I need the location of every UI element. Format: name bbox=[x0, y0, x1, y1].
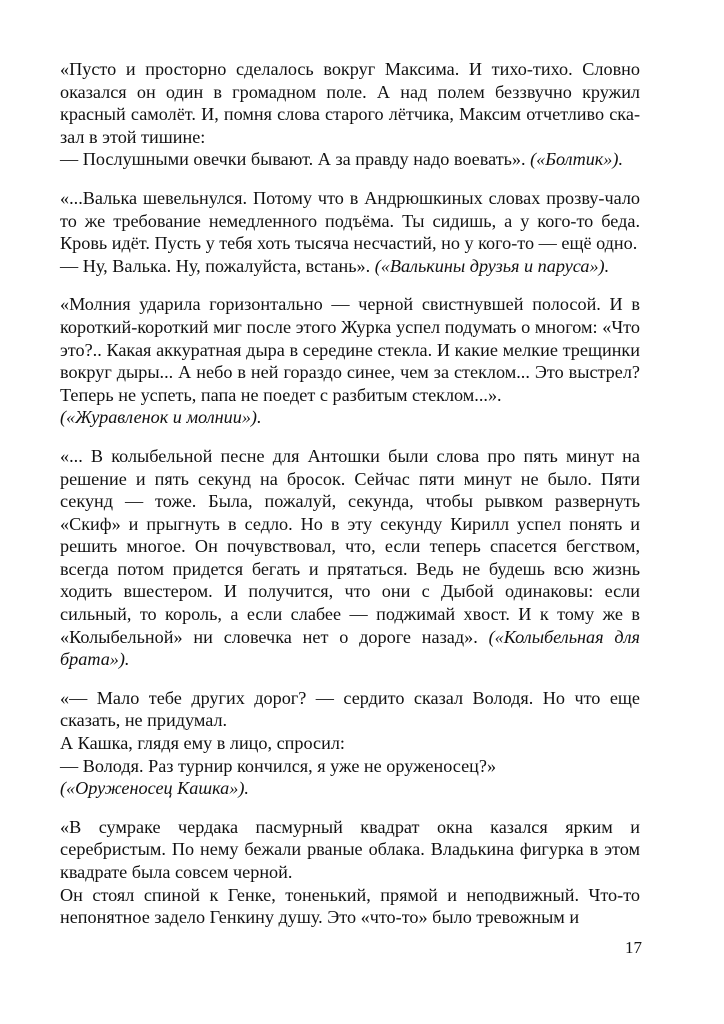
text-line bbox=[60, 255, 640, 278]
page-body bbox=[60, 58, 640, 929]
paragraph-5 bbox=[60, 687, 640, 800]
source-citation: («Болтик»). bbox=[530, 149, 624, 170]
dialogue-line: — Послушными овечки бывают. А за правду надо воевать». bbox=[60, 149, 526, 170]
text-line: «— Мало тебе других дорог? — сердито сказал Володя. Но что еще сказать, не придумал. bbox=[60, 687, 640, 731]
text-line: «В сумраке чердака пасмурный квадрат окна казался ярким и серебристым. По нему бежали рваные облака. Владькина фигурка в этом квадрате была совсем черной. bbox=[60, 816, 640, 882]
text-line: «...Валька шевельнулся. Потому что в Андрюшкиных словах прозву-чало то же требование немедленного подъёма. Ты сидишь, а у кого-то беда. Кровь идёт. Пусть у тебя хоть тысяча несчастий, но у кого-то — ещё одно. bbox=[60, 187, 640, 254]
paragraph-3 bbox=[60, 293, 640, 429]
text-line: «Молния ударила горизонтально — черной свистнувшей полосой. И в короткий-короткий миг после этого Журка успел подумать о многом: «Что это?.. Какая аккуратная дыра в середине стекла. И какие мелкие трещинки вокруг дыры... А небо в ней гораздо синее, чем за стеклом... Это выстрел? Теперь не успеть, папа не поедет с разбитым стеклом...». bbox=[60, 294, 640, 405]
paragraph-1 bbox=[60, 58, 640, 171]
source-citation: («Валькины друзья и паруса»). bbox=[374, 255, 610, 276]
dialogue-line: — Ну, Валька. Ну, пожалуйста, встань». bbox=[60, 255, 371, 276]
text-line bbox=[60, 148, 640, 171]
text-line bbox=[60, 777, 640, 800]
source-citation: («Колыбельная для брата»). bbox=[60, 626, 640, 670]
body-text: «... В колыбельной песне для Антошки были слова про пять минут на решение и пять секунд на бросок. Сейчас пяти минут не было. Пяти секунд — тоже. Была, пожалуй, секунда, чтобы рывком развернуть «Скиф» и прыгнуть в седло. Но в эту секунду Кирилл успел понять и решить многое. Он почувствовал, что, если теперь спасется бегством, всегда потом придется бегать и прятаться. Ведь не будешь всю жизнь ходить вшестером. И получится, что они с Дыбой одинаковы: если сильный, то король, а если слабее — поджимай хвост. И к тому же в «Колыбельной» ни словечка нет о дороге назад». bbox=[60, 445, 640, 647]
paragraph-4 bbox=[60, 445, 640, 671]
paragraph-2 bbox=[60, 187, 640, 277]
text-line bbox=[60, 445, 640, 671]
page-number: 17 bbox=[625, 938, 642, 957]
source-citation: («Оруженосец Кашка»). bbox=[60, 778, 249, 799]
text-line: «Пусто и просторно сделалось вокруг Максима. И тихо-тихо. Словно оказался он один в громадном поле. А над полем беззвучно кружил красный самолёт. И, помня слова старого лётчика, Максим отчетливо ска-зал в этой тишине: bbox=[60, 59, 640, 147]
text-line bbox=[60, 406, 640, 429]
text-line: Он стоял спиной к Генке, тоненький, прямой и неподвижный. Что-то непонятное задело Генкину душу. Это «что-то» было тревожным и bbox=[60, 884, 640, 928]
text-line: А Кашка, глядя ему в лицо, спросил: bbox=[60, 733, 345, 754]
paragraph-6 bbox=[60, 816, 640, 929]
text-line: — Володя. Раз турнир кончился, я уже не оруженосец?» bbox=[60, 755, 497, 776]
source-citation: («Журавленок и молнии»). bbox=[60, 407, 262, 428]
